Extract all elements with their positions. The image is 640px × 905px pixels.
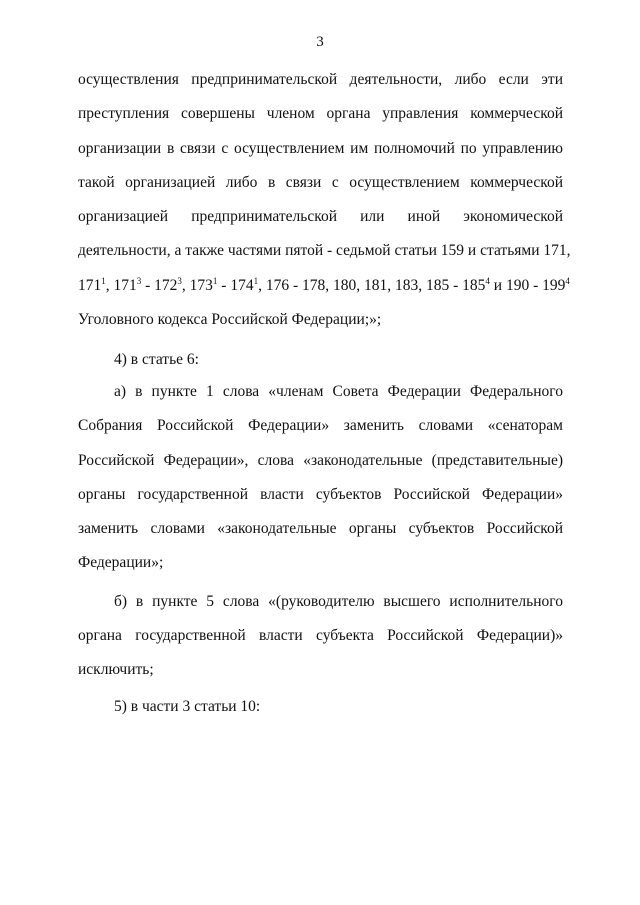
text-line: Собрания Российской Федерации» заменить словами «сенаторам (78, 417, 563, 434)
text-line: Уголовного кодекса Российской Федерации;»; (78, 311, 382, 328)
text-segment: , 171 (105, 277, 137, 294)
superscript: 1 (212, 275, 218, 286)
text-line: б) в пункте 5 слова «(руководителю высшего исполнительного (114, 593, 563, 610)
text-line: такой организацией либо в связи с осуществлением коммерческой (78, 174, 563, 191)
text-line: преступления совершены членом органа управления коммерческой (78, 105, 563, 122)
superscript: 4 (565, 275, 570, 286)
text-segment: , 173 (181, 277, 213, 294)
text-line: Федерации»; (78, 554, 164, 571)
superscript: 1 (101, 275, 106, 286)
text-line: заменить словами «законодательные органы субъектов Российской (78, 520, 563, 537)
text-line: осуществления предпринимательской деятельности, либо если эти (78, 71, 563, 88)
text-line-article-list (78, 275, 570, 296)
text-line: а) в пункте 1 слова «членам Совета Федерации Федерального (114, 383, 563, 400)
page-number: 3 (316, 34, 324, 50)
list-item-heading: 4) в статье 6: (114, 351, 199, 368)
text-line: органа государственной власти субъекта Российской Федерации)» (78, 627, 563, 644)
text-segment: , 176 - 178, 180, 181, 183, 185 - 185 (258, 277, 486, 294)
superscript: 1 (253, 275, 259, 286)
text-segment: и 190 - 199 (489, 277, 566, 294)
superscript: 4 (485, 275, 490, 286)
text-line: организацией предпринимательской или иной экономической (78, 208, 563, 225)
text-segment: - 174 (217, 277, 254, 294)
superscript: 3 (177, 275, 182, 286)
text-segment: - 172 (141, 277, 178, 294)
text-line: органы государственной власти субъектов Российской Федерации» (78, 486, 563, 503)
text-line: деятельности, а также частями пятой - седьмой статьи 159 и статьями 171, (78, 242, 571, 259)
text-segment: 171 (78, 277, 102, 294)
text-line: Российской Федерации», слова «законодательные (представительные) (78, 452, 563, 469)
list-item-heading: 5) в части 3 статьи 10: (114, 698, 261, 715)
text-line: организации в связи с осуществлением им полномочий по управлению (78, 140, 563, 157)
superscript: 3 (136, 275, 142, 286)
text-line: исключить; (78, 661, 154, 678)
